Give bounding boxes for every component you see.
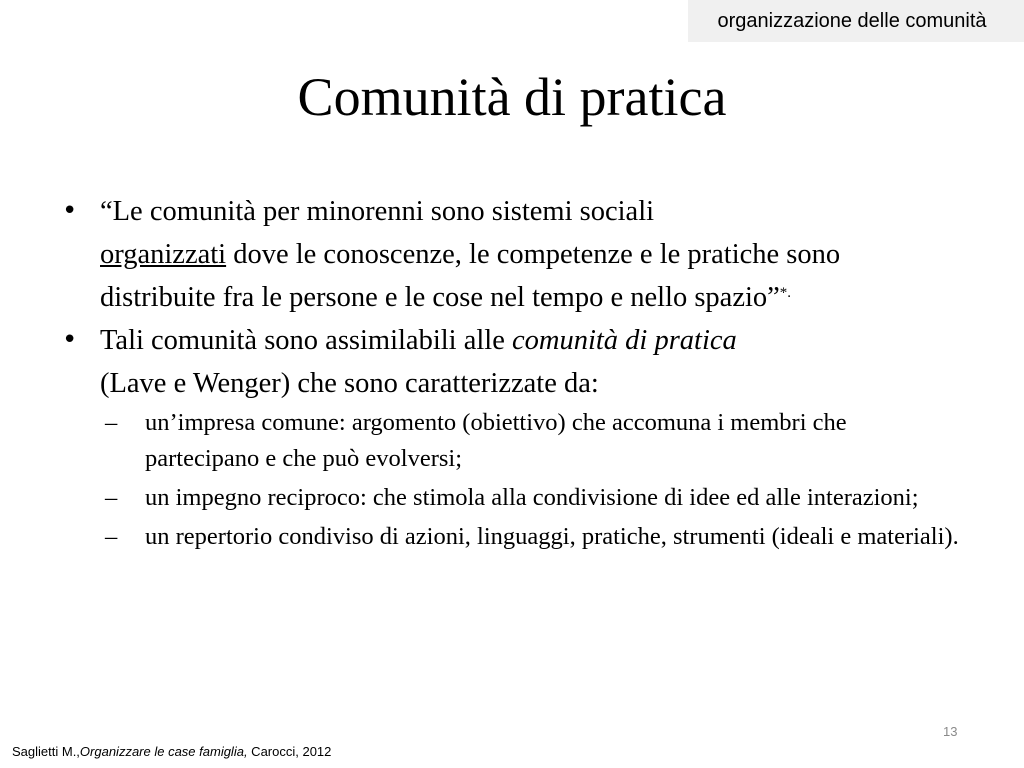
citation-publisher: Carocci, 2012 [247, 744, 332, 759]
footnote-mark: *. [779, 285, 792, 301]
bullet-text: “Le comunità per minorenni sono sistemi sociali [100, 196, 655, 227]
citation-footer [12, 744, 331, 759]
bullet-text: dove le conoscenze, le competenze e le pratiche sono distribuite fra le persone e le cose nel tempo e nello spazio” [100, 239, 841, 313]
sub-item [62, 519, 962, 555]
page-number: 13 [943, 724, 958, 739]
italic-term: comunità di pratica [511, 325, 737, 356]
bullet-item [62, 190, 962, 319]
underlined-term: organizzati [100, 239, 227, 270]
bullet-icon: • [62, 196, 78, 226]
citation-author: Saglietti M., [12, 744, 80, 759]
bullet-item [62, 319, 962, 405]
sub-item-text: un repertorio condiviso di azioni, linguaggi, pratiche, strumenti (ideali e materiali). [145, 523, 959, 550]
sub-item-text: un’impresa comune: argomento (obiettivo) che accomuna i membri che partecipano e che può evolversi; [145, 409, 847, 472]
sub-item [62, 480, 962, 516]
sub-item [62, 405, 962, 477]
bullet-icon: • [62, 325, 78, 355]
bullet-text: Tali comunità sono assimilabili alle [100, 325, 512, 356]
citation-book: Organizzare le case famiglia, [79, 744, 248, 759]
slide-body [62, 190, 962, 558]
section-tag: organizzazione delle comunità [688, 0, 1024, 42]
slide-title: Comunità di pratica [297, 67, 727, 127]
dash-icon: – [105, 409, 118, 436]
sub-item-text: un impegno reciproco: che stimola alla condivisione di idee ed alle interazioni; [145, 484, 919, 511]
bullet-text: (Lave e Wenger) che sono caratterizzate da: [100, 368, 599, 399]
dash-icon: – [105, 484, 118, 511]
dash-icon: – [105, 523, 118, 550]
